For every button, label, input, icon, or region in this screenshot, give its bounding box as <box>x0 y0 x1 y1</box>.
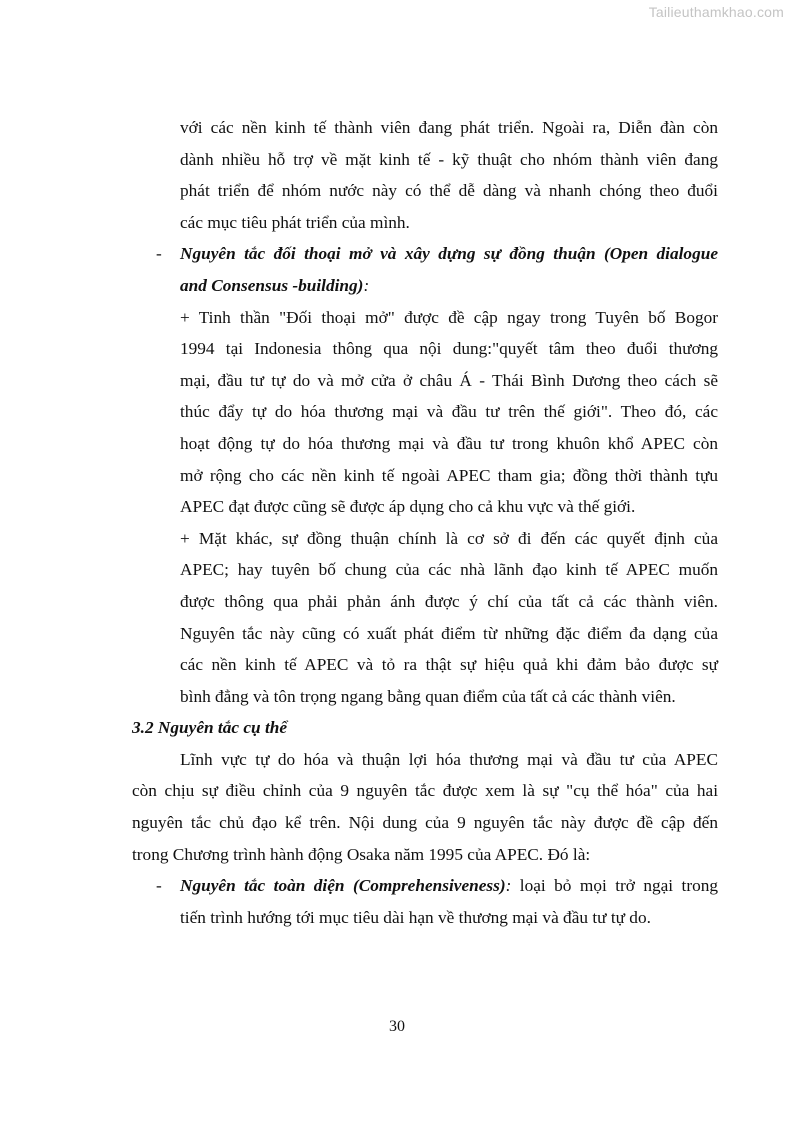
text-line: Nguyên tắc này cũng có xuất phát điểm từ những đặc điểm đa dạng của <box>180 623 718 643</box>
text-line: bình đẳng và tôn trọng ngang bằng quan điểm của tất cả các thành viên. <box>180 686 676 706</box>
bullet-title-line <box>180 270 718 302</box>
text-line: + Tinh thần "Đối thoại mở" được đề cập ngay trong Tuyên bố Bogor <box>180 307 718 327</box>
bullet-title-cont: and Consensus -building) <box>180 275 364 295</box>
section-paragraph <box>132 744 718 870</box>
sub-point-1 <box>180 302 718 523</box>
text-line: tiến trình hướng tới mục tiêu dài hạn về thương mại và đầu tư tự do. <box>180 907 651 927</box>
bullet-title: Nguyên tắc đối thoại mở và xây dựng sự đồng thuận (Open dialogue <box>180 244 718 264</box>
text-line: được thông qua phải phản ánh được ý chí của tất cả các thành viên. <box>180 591 718 611</box>
text-line: phát triển để nhóm nước này có thể dễ dàng và nhanh chóng theo đuổi <box>180 181 718 201</box>
text-line: với các nền kinh tế thành viên đang phát triển. Ngoài ra, Diễn đàn còn <box>180 118 718 137</box>
text-line: còn chịu sự điều chỉnh của 9 nguyên tắc được xem là sự "cụ thể hóa" của hai <box>132 781 718 801</box>
text-line: Lĩnh vực tự do hóa và thuận lợi hóa thương mại và đầu tư của APEC <box>180 749 718 769</box>
bullet-title-line <box>156 870 718 902</box>
text-line: mại, đầu tư tự do và mở cửa ở châu Á - Thái Bình Dương theo cách sẽ <box>180 370 718 390</box>
bullet-text: loại bỏ mọi trở ngại trong <box>511 876 718 896</box>
bullet-comprehensiveness <box>132 870 718 933</box>
text-line: APEC đạt được cũng sẽ được áp dụng cho cả khu vực và thế giới. <box>180 497 636 517</box>
text-line: APEC; hay tuyên bố chung của các nhà lãnh đạo kinh tế APEC muốn <box>180 560 718 580</box>
sub-point-2 <box>180 523 718 713</box>
colon: : <box>505 876 512 896</box>
watermark: Tailieuthamkhao.com <box>648 4 784 20</box>
bullet-title: Nguyên tắc toàn diện (Comprehensiveness) <box>180 876 506 896</box>
text-line: nguyên tắc chủ đạo kể trên. Nội dung của 9 nguyên tắc này được đề cập đến <box>132 813 718 833</box>
bullet-dash: - <box>156 244 162 264</box>
bullet-open-dialogue <box>132 238 718 712</box>
bullet-dash: - <box>156 876 162 896</box>
text-line: 1994 tại Indonesia thông qua nội dung:"quyết tâm theo đuổi thương <box>180 339 718 359</box>
text-line: dành nhiều hỗ trợ về mặt kinh tế - kỹ thuật cho nhóm thành viên đang <box>180 149 718 169</box>
section-heading: 3.2 Nguyên tắc cụ thể <box>132 718 288 738</box>
text-line: thúc đẩy tự do hóa thương mại và đầu tư trên thế giới". Theo đó, các <box>180 402 718 422</box>
text-line: hoạt động tự do hóa thương mại và đầu tư trong khuôn khổ APEC còn <box>180 433 718 453</box>
text-line: các nền kinh tế APEC và tỏ ra thật sự hiệu quả khi đảm bảo được sự <box>180 655 718 675</box>
colon: : <box>363 275 370 295</box>
text-line: trong Chương trình hành động Osaka năm 1995 của APEC. Đó là: <box>132 844 591 864</box>
bullet-title-line <box>156 238 718 270</box>
page-number: 30 <box>389 1018 405 1035</box>
intro-paragraph <box>132 112 718 238</box>
text-line: + Mặt khác, sự đồng thuận chính là cơ sở đi đến các quyết định của <box>180 528 718 548</box>
text-line: các mục tiêu phát triển của mình. <box>180 212 410 232</box>
text-line: mở rộng cho các nền kinh tế ngoài APEC tham gia; đồng thời thành tựu <box>180 465 718 485</box>
document-page <box>132 112 718 933</box>
